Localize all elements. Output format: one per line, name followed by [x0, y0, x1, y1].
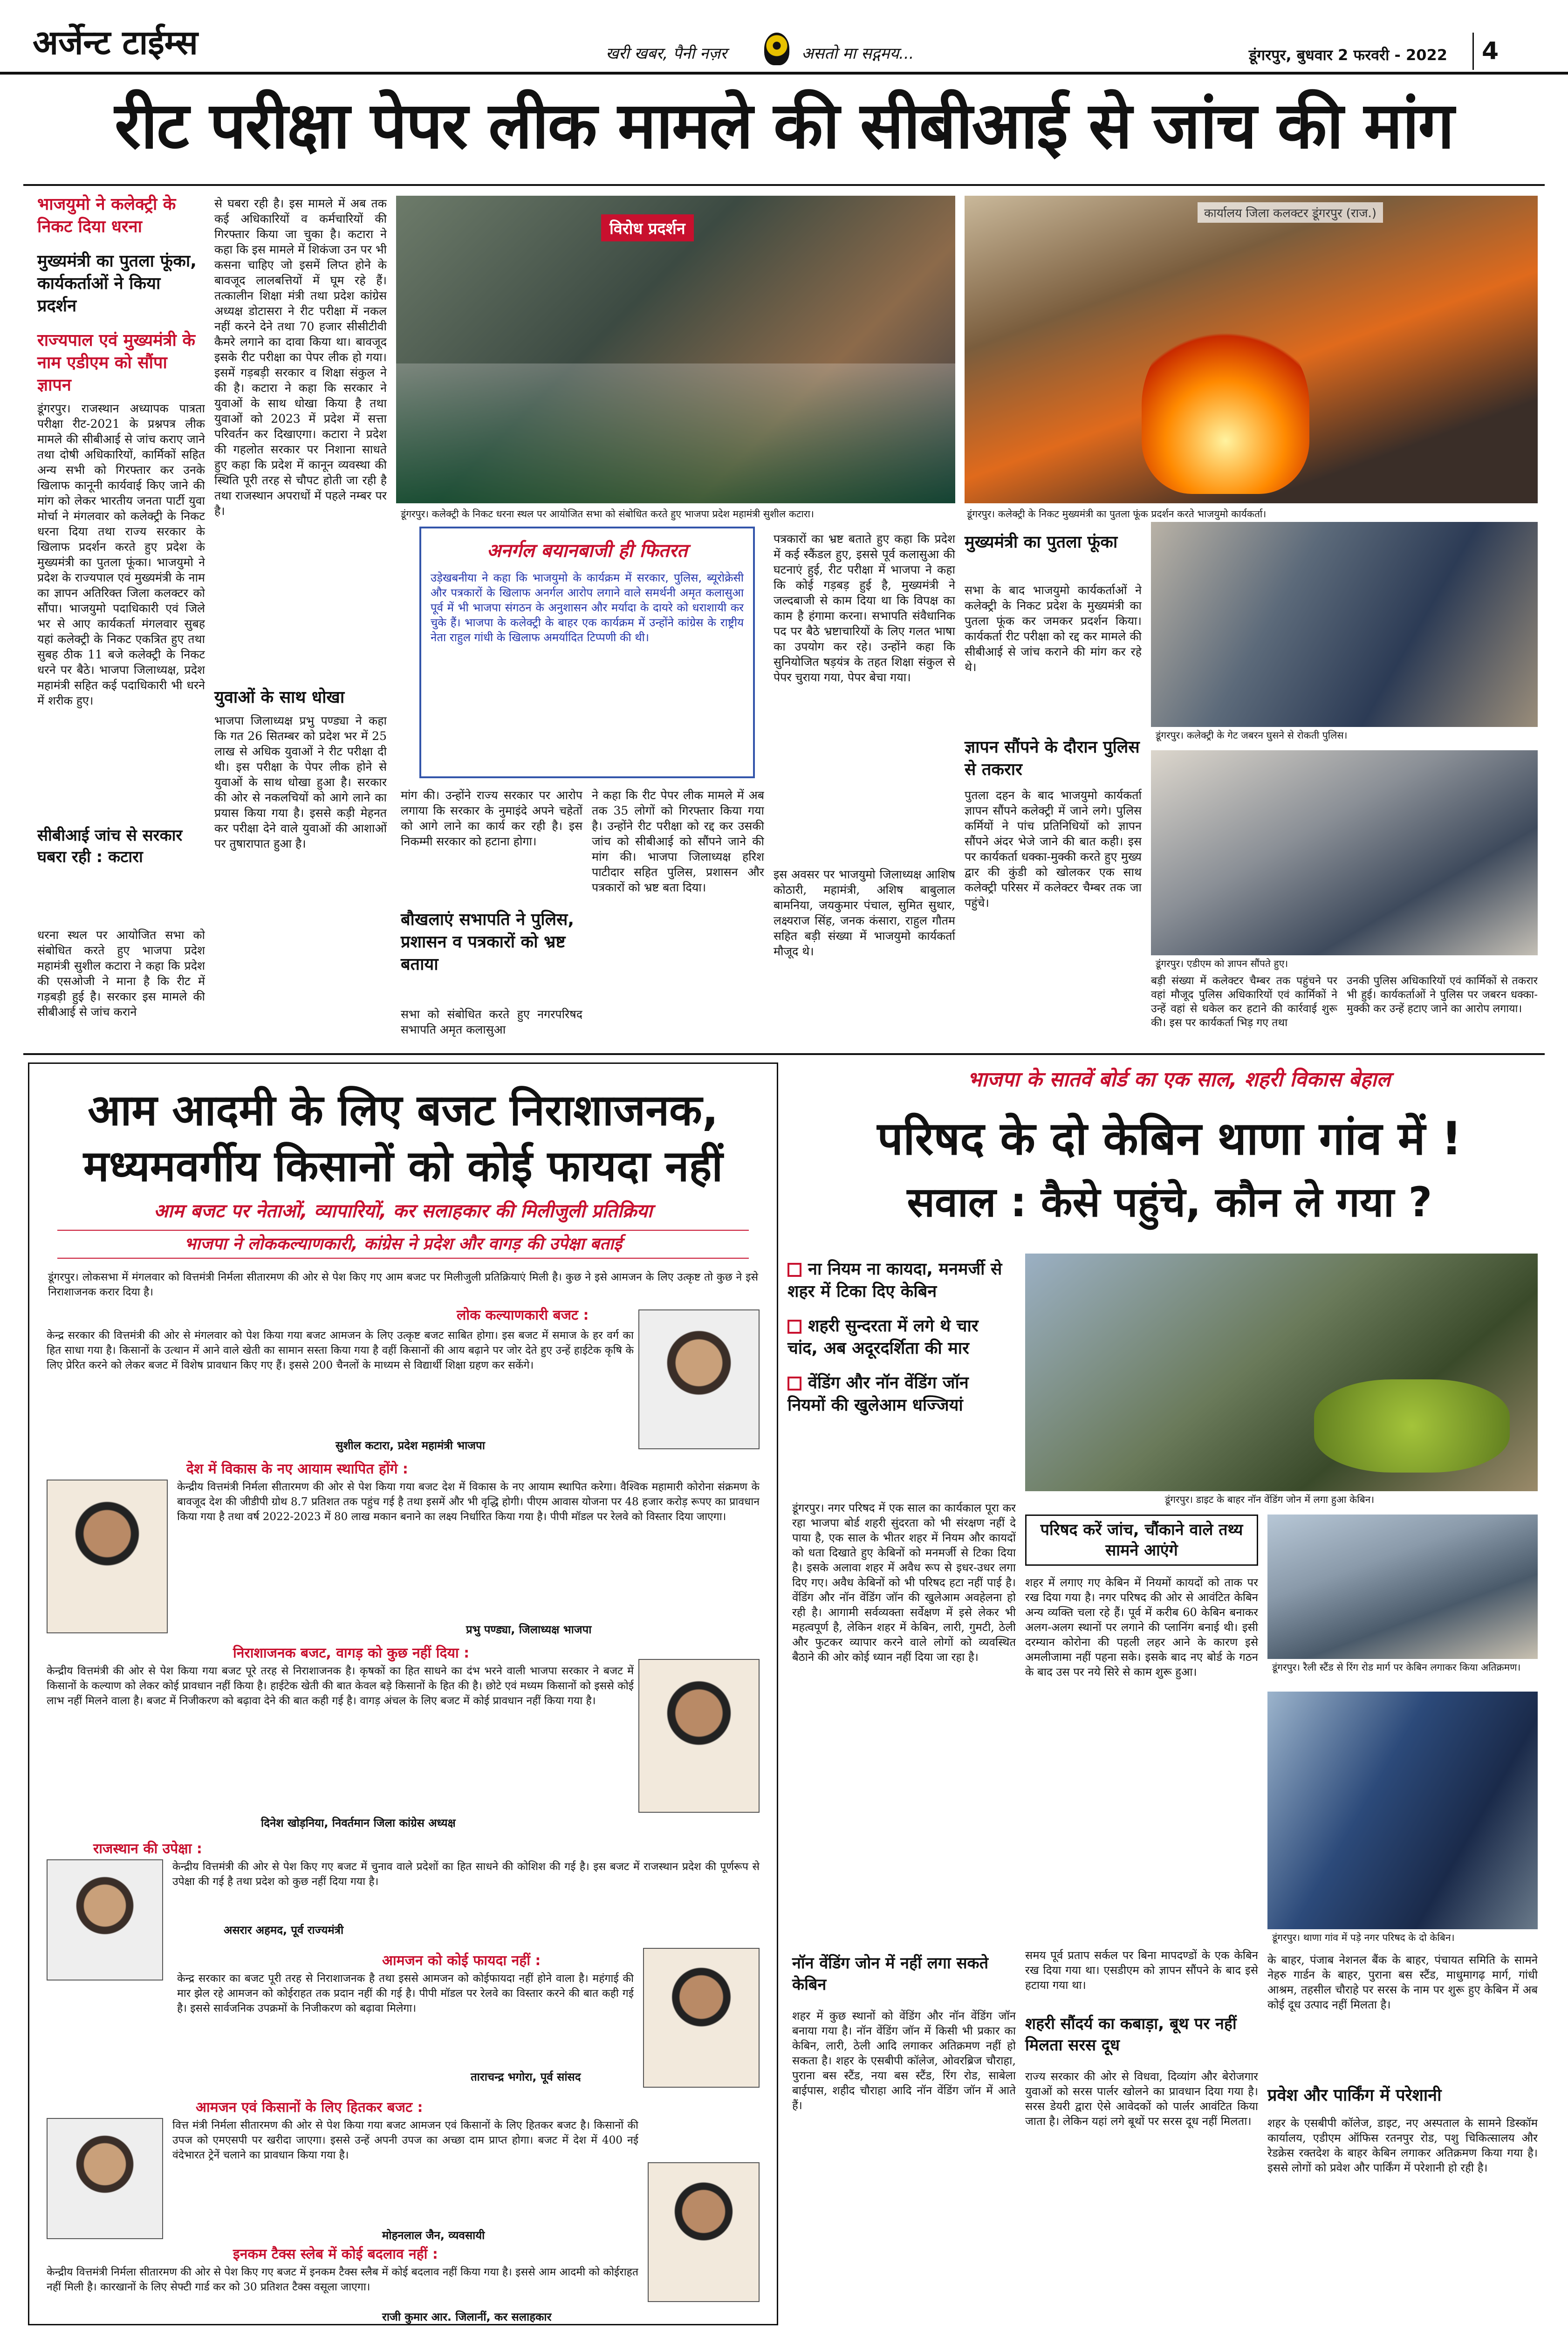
lead-col1-subhead: सीबीआई जांच से सरकार घबरा रही : कटारा: [37, 826, 183, 866]
quote3-title: निराशाजनक बजट, वागड़ को कुछ नहीं दिया :: [233, 1645, 470, 1661]
quote5-author: ताराचन्द्र भगोरा, पूर्व सांसद: [471, 2070, 581, 2083]
quote4-title: राजस्थान की उपेक्षा :: [93, 1841, 202, 1857]
quote1-text: केन्द्र सरकार की वित्तमंत्री की ओर से मंगलवार को पेश किया गया बजट आमजन के लिए उत्कृष्ट बजट साबित होगा। इस बजट में समाज के हर वर्ग का हित साधा गया है। किसानों के उत्थान में आने वाले खेती का सामान सस्ता किया गया है वहीं किसानों की आय बढ़ाने पर जोर देते हुए उन्हें हाईटेक कृषि के लिए प्रेरित करने को लेकर बजट में विशेष प्रावधान किए गए हैं। इससे 200 चैनलों के माध्यम से विद्यार्थी शिक्षा ग्रहण कर सकेंगे।: [47, 1329, 634, 1371]
photo-dharna-sabha: [396, 196, 955, 503]
right-text-memo: पुतला दहन के बाद भाजयुमो कार्यकर्ता ज्ञापन सौंपने कलेक्ट्री में जाने लगे। पुलिस कर्मियों ने पांच प्रतिनिधियों को ज्ञापन सौंपने अंदर भेजे जाने की बात कही। इस पर कार्यकर्ता धक्का-मुक्की करते हुए मुख्य द्वार की कुंडी को खोलकर एक साथ कलेक्ट्री परिसर में कलेक्टर चैम्बर तक जा पहुंचे।: [965, 788, 1142, 910]
quote1-title: लोक कल्याणकारी बजट :: [457, 1307, 589, 1323]
lead-col1: डूंगरपुर। राजस्थान अध्यापक पात्रता परीक्षा रीट-2021 के प्रश्नपत्र लीक मामले की सीबीआई से जांच कराए जाने तथा दोषी अधिकारियों, कार्मिकों सहित अन्य सभी को गिरफ्तार कर उनके खिलाफ कानूनी कार्यवाई किए जाने की मांग को लेकर भारतीय जनता पार्टी युवा मोर्चा ने मंगलवार को कलेक्ट्री के निकट धरना दिया तथा राज्य सरकार के खिलाफ प्रदर्शन करते हुए प्रदेश के मुख्यमंत्री का पुतला फूंका। भाजयुमो ने प्रदेश के राज्यपाल एवं मुख्यमंत्री के नाम का ज्ञापन अतिरिक्त जिला कलक्टर को सौंपा। भाजयुमो पदाधिकारी एवं जिले भर से आए कार्यकर्ता मंगलवार सुबह यहां कलेक्ट्री के निकट एकत्रित हुए तथा सुबह ठीक 11 बजे कलेक्ट्री के निकट धरने पर बैठे। भाजपा जिलाध्यक्ष, प्रदेश महामंत्री सहित कई पदाधिकारी भी धरने में शरीक हुए।: [37, 402, 205, 707]
lead-headline: रीट परीक्षा पेपर लीक मामले की सीबीआई से जांच की मांग: [114, 88, 1454, 163]
portrait-sushil-katara: [638, 1309, 760, 1449]
bottom-right-text2: उनकी पुलिस अधिकारियों एवं कार्मिकों से तकरार भी हुई। कार्यकर्ताओं ने पुलिस पर जबरन धक्का-मुक्की कर उन्हें हटाए जाने का आरोप लगाया।: [1347, 975, 1538, 1015]
quote7-title: इनकम टैक्स स्लेब में कोई बदलाव नहीं :: [233, 2246, 438, 2262]
cabin-headline1: परिषद के दो केबिन थाणा गांव में !: [877, 1112, 1462, 1165]
photo-ring-road-cabin: [1267, 1514, 1538, 1659]
cabin-photo2-caption: डूंगरपुर। रैली स्टैंड से रिंग रोड मार्ग पर केबिन लगाकर किया अतिक्रमण।: [1272, 1662, 1521, 1673]
newspaper-title: अर्जेन्ट टाईम्स: [33, 23, 198, 62]
kicker-effigy: मुख्यमंत्री का पुतला फूंका, कार्यकर्ताओं ने किया प्रदर्शन: [37, 252, 197, 315]
quote2-author: प्रभु पण्ड्या, जिलाध्यक्ष भाजपा: [466, 1623, 592, 1636]
lead-col2-tail: भाजपा जिलाध्यक्ष प्रभु पण्ड्या ने कहा कि गत 26 सितम्बर को प्रदेश भर में 25 लाख से अधिक युवाओं ने रीट परीक्षा दी थी। इस परीक्षा के पेपर लीक होने से युवाओं के साथ धोखा हुआ है। सरकार की ओर से नकलचियों को आगे लाने का प्रयास किया गया है। इससे कड़ी मेहनत कर परीक्षा देने वाले युवाओं की आशाओं पर तुषारापात हुआ है।: [214, 714, 387, 850]
budget-deck1: आम बजट पर नेताओं, व्यापारियों, कर सलाहकार की मिलीजुली प्रतिक्रिया: [154, 1200, 652, 1222]
quote6-author: मोहनलाल जैन, व्यवसायी: [382, 2229, 485, 2242]
portrait-dinesh-khodaniya: [638, 1659, 760, 1813]
bullet-vending: वेंडिंग और नॉन वेंडिंग जॉन नियमों की खुलेआम धज्जियां: [787, 1373, 969, 1415]
quote5-title: आमजन को कोई फायदा नहीं :: [382, 1953, 541, 1969]
masthead-divider: [1472, 33, 1474, 70]
budget-headline2: मध्यमवर्गीय किसानों को कोई फायदा नहीं: [83, 1141, 723, 1191]
cabin-col3-tail: शहर के एसबीपी कॉलेज, डाइट, नए अस्पताल के सामने डिस्कॉम कार्यालय, एडीएम ऑफिस रतनपुर रोड, पशु चिकित्सालय और रेडक्रेस रक्तदेश के बाहर केबिन लगाकर अतिक्रमण किया गया है। इससे लोगों को प्रवेश और पार्किंग में परेशानी हो रही है।: [1267, 2117, 1538, 2174]
headline-rule: [23, 184, 1545, 186]
cabin-col1-tail: शहर में कुछ स्थानों को वेंडिंग और नॉन वेंडिंग जॉन बनाया गया है। नॉन वेंडिंग जॉन में किसी भी प्रकार का केबिन, लारी, ठेली आदि लगाकर अतिक्रमण नहीं हो सकता है। शहर के एसबीपी कॉलेज, ओवरब्रिज चौराहा, पुराना बस स्टैंड, नया बस स्टैंड, रिंग रोड, साबेला बाईपास, शहीद चौराहा आदि नॉन वेंडिंग जॉन में आते हैं।: [792, 2009, 1016, 2112]
pen-nib-icon: [764, 33, 789, 65]
cabin-col3: समय पूर्व प्रताप सर्कल पर बिना मापदण्डों के एक केबिन रख दिया गया था। एसडीएम को ज्ञापन सौंपने के बाद इसे हटाया गया था।: [1025, 1949, 1258, 1992]
portrait-mohanlal-jain: [47, 2118, 163, 2239]
box-anargal: [419, 527, 755, 778]
cabin-photo1-caption: डूंगरपुर। डाइट के बाहर नॉन वेंडिंग जोन में लगा हुआ केबिन।: [1165, 1494, 1375, 1505]
cabin-col2: शहर में लगाए गए केबिन में नियमों कायदों को ताक पर रख दिया गया है। नगर परिषद की ओर से आवंटित केबिन अन्य व्यक्ति चला रहे हैं। पूर्व में करीब 60 केबिन बनाकर अलग-अलग स्थानों पर लगाने की प्लानिंग बनाई थी। इसी दरम्यान कोरोना की पहली लहर आने के कारण इसे अमलीजामा नहीं पहना सके। इसके बाद नए बोर्ड के गठन के बाद उस पर नये सिरे से काम शुरू हुआ।: [1025, 1576, 1258, 1679]
cabin-box: [1025, 1514, 1258, 1566]
masthead: [0, 0, 1568, 75]
photo2-caption: डूंगरपुर। कलेक्ट्री के निकट मुख्यमंत्री का पुतला फूंक प्रदर्शन करते भाजयुमो कार्यकर्ता।: [967, 508, 1267, 520]
portrait-tarachand-bhagora: [643, 1948, 760, 2088]
cabin-col1-subhead: नॉन वेंडिंग जोन में नहीं लगा सकते केबिन: [792, 1954, 989, 1994]
quote7-author: राजी कुमार आर. जिलानीं, कर सलाहकार: [382, 2310, 552, 2323]
right-subhead-effigy: मुख्यमंत्री का पुतला फूंका: [965, 533, 1118, 552]
lead-col3-subhead: बौखलाएं सभापति ने पुलिस, प्रशासन व पत्रकारों को भ्रष्ट बताया: [401, 910, 574, 974]
banner-virodh: विरोध प्रदर्शन: [601, 214, 694, 241]
portrait-raji-kumar: [648, 2162, 760, 2302]
banner-collectorate: कार्यालय जिला कलक्टर डूंगरपुर (राज.): [1198, 202, 1383, 223]
cabin-col2-tail: राज्य सरकार की ओर से विधवा, दिव्यांग और बेरोजगार युवाओं को सरस पार्लर खोलने का प्रावधान दिया गया है। सरस डेयरी द्वारा ऐसे आवेदकों को पार्लर आवंटित किया जाता है। लेकिन यहां लगे बूथों पर सरस दूध नहीं मिलता।: [1025, 2070, 1258, 2128]
quote2-title: देश में विकास के नए आयाम स्थापित होंगे :: [186, 1461, 408, 1477]
cabin-col3b: के बाहर, पंजाब नेशनल बैंक के बाहर, पंचायत समिति के सामने नेहरु गार्डन के बाहर, पुराना बस स्टैंड, माधुमागढ़ मार्ग, गांधी आश्रम, तहसील चौराहे पर सरस के नाम पर शुरू हुए केबिन में अब कोई दूध उत्पाद नहीं मिलता है।: [1267, 1953, 1538, 2011]
cabin-col1: डूंगरपुर। नगर परिषद में एक साल का कार्यकाल पूरा कर रहा भाजपा बोर्ड शहरी सुंदरता को भी संरक्षण नहीं दे पाया है, एक साल के भीतर शहर में नियम और कायदों को धता दिखाते हुए केबिनों को मनमर्जी से टिका दिया है। इसके अलावा शहर में अवैध रूप से इधर-उधर लगा दिए गए। अवैध केबिनों को भी परिषद हटा नहीं पाई है। वेंडिंग और नॉन वेंडिंग जॉन की खुलेआम अवहेलना हो रही है। आगामी सर्वव्यक्ता सर्वेक्षण में इसे लेकर भी महत्वपूर्ण है, लेकिन शहर में केबिन, लारी, गुमटी, ठेली और फुटकर व्यापार करने वाले लोगों को व्यवस्थित बैठाने की ओर कोई ध्यान नहीं दिया जा रहा है।: [792, 1501, 1016, 1664]
quote2-text: केन्द्रीय वित्तमंत्री निर्मला सीतारमण की ओर से पेश किया गया बजट देश में विकास के नए आयाम स्थापित करेगा। वैश्विक महामारी कोरोना संक्रमण के बावजूद देश की जीडीपी ग्रोथ 8.7 प्रतिशत तक पहुंच गई है तथा इसमें और भी वृद्धि होगी। पीएम आवास योजना पर 48 हजार करोड़ रूपए का प्रावधान किया गया है तथा वर्ष 2022-2023 में 80 लाख मकान बनाने का लक्ष्य निर्धारित किया गया है। पीपी मॉडल पर रेलवे को विस्तार दिया जाएगा।: [177, 1481, 760, 1523]
budget-intro: डूंगरपुर। लोकसभा में मंगलवार को वित्तमंत्री निर्मला सीतारमण की ओर से पेश किए गए आम बजट पर मिलीजुली प्रतिक्रियाएं मिली है। कुछ ने इसे आमजन के लिए उत्कृष्ट तो कुछ ने इसे निराशाजनक करार दिया है।: [48, 1271, 758, 1298]
section-divider: [23, 1053, 1545, 1055]
coconut-pile: [1314, 1379, 1510, 1473]
quote7-text: केन्द्रीय वित्तमंत्री निर्मला सीतारमण की ओर से पेश किए गए बजट में इनकम टैक्स स्लैब में कोई बदलाव नहीं किया गया है। इससे आम आदमी को कोईराहत नहीं मिली है। कारखानों के लिए सेफ्टी गार्ड कर को 30 प्रतिशत टैक्स वसूला जाएगा।: [47, 2266, 638, 2293]
budget-headline1: आम आदमी के लिए बजट निराशाजनक,: [88, 1085, 719, 1135]
kicker-dharna: भाजयुमो ने कलेक्ट्री के निकट दिया धरना: [37, 195, 176, 236]
lead-col2: से घबरा रही है। इस मामले में अब तक कई अधिकारियों व कर्मचारियों की गिरफ्तार किया जा चुका है। कटारा ने कहा कि इस मामले में शिकंजा उन पर भी कसना चाहिए जो इसमें लिप्त होने के बावजूद लालबत्तियों में घूम रहे हैं। तत्कालीन शिक्षा मंत्री तथा प्रदेश कांग्रेस अध्यक्ष डोटासरा ने रीट परीक्षा में नकल नहीं करने देने तथा 70 हजार सीसीटीवी कैमरे लगाने का दावा किया था। बावजूद इसके रीट परीक्षा का पेपर लीक हो गया। इसमें गड़बड़ी सरकार व शिक्षा संकुल ने की है। कटारा ने कहा कि सरकार ने युवाओं के साथ धोखा किया है तथा युवाओं को 2023 में प्रदेश में सत्ता परिवर्तन कर दिखाएगा। कटारा ने प्रदेश की गहलोत सरकार पर निशाना साधते हुए कहा कि प्रदेश में कानून व्यवस्था की स्थिति पूरी तरह से चौपट होती जा रही है तथा राजस्थान अपराधों में पहले नम्बर पर है।: [214, 197, 387, 518]
quote3-text: केन्द्रीय वित्तमंत्री की ओर से पेश किया गया बजट पूरे तरह से निराशाजनक है। कृषकों का हित साधने का दंभ भरने वाली भाजपा सरकार ने बजट में किसानों के कल्याण को लेकर कोई प्रावधान नहीं किया है। हाईटेक खेती की बात केवल बड़े किसानों के हित की है। छोटे एवं मध्यम किसानों को इससे कोई लाभ नहीं मिलने वाला है। बजट में निजीकरण को बढ़ावा देने की बात कही गई है। वागड़ अंचल के लिए बजट में कोई प्रावधान नहीं किया गया है।: [47, 1665, 634, 1707]
box-anargal-title: अनर्गल बयानबाजी ही फितरत: [486, 540, 688, 562]
quote6-text: वित्त मंत्री निर्मला सीतारमण की ओर से पेश किया गया बजट आमजन एवं किसानों के लिए हितकर बजट है। किसानों की उपज को एमएसपी पर खरीदा जाएगा। इससे उन्हें अपनी उपज का अच्छा दाम प्राप्त होगा। बजट में देश में 400 नई वंदेभारत ट्रेनें चलाने का प्रावधान किया गया है।: [172, 2119, 638, 2161]
crowd-shape: [396, 363, 955, 503]
photo4-caption: डूंगरपुर। एडीएम को ज्ञापन सौंपते हुए।: [1156, 958, 1288, 969]
budget-deck2: भाजपा ने लोककल्याणकारी, कांग्रेस ने प्रदेश और वागड़ की उपेक्षा बताई: [57, 1230, 749, 1259]
lead-col4: ने कहा कि रीट पेपर लीक मामले में अब तक 35 लोगों को गिरफ्तार किया गया है। उन्होंने रीट परीक्षा को रद्द कर उसकी जांच को सीबीआई को सौंपने जाने की मांग की। भाजपा जिलाध्यक्ष हरिश पाटीदार सहित पुलिस, प्रशासन और पत्रकारों को भ्रष्ट बता दिया।: [592, 788, 764, 894]
bottom-right-text1: बड़ी संख्या में कलेक्टर चैम्बर तक पहुंचने पर वहां मौजूद पुलिस अधिकारियों एवं कार्मिकों ने उन्हें वहां से धकेल कर हटाने की कार्रवाई शुरू की। इस पर कार्यकर्ता भिड़ गए तथा: [1151, 975, 1337, 1029]
cabin-headline2: सवाल : कैसे पहुंचे, कौन ले गया ?: [907, 1178, 1432, 1226]
page-number: 4: [1482, 37, 1499, 65]
lead-kickers: [37, 193, 205, 397]
tagline-left: खरी खबर, पैनी नज़र: [606, 44, 727, 63]
lead-col3-tail: सभा को संबोधित करते हुए नगरपरिषद सभापति अमृत कलासुआ: [401, 1007, 582, 1036]
cabin-box-text: परिषद करें जांच, चौंकाने वाले तथ्य सामने आएंगे: [1040, 1521, 1243, 1560]
cabin-bullets: [787, 1258, 1011, 1417]
quote6-title: आमजन एवं किसानों के लिए हितकर बजट :: [196, 2099, 423, 2116]
cabin-photo3-caption: डूंगरपुर। थाणा गांव में पड़े नगर परिषद के दो केबिन।: [1272, 1932, 1455, 1943]
cabin-col3-subhead: प्रवेश और पार्किंग में परेशानी: [1267, 2086, 1442, 2105]
lead-col5-names: इस अवसर पर भाजयुमो जिलाध्यक्ष आशिष कोठारी, महामंत्री, अशिष बाबुलाल बामनिया, जयकुमार पंचाल, सुमित सुथार, लक्ष्यराज सिंह, जनक कंसारा, राहुल गौतम सहित बड़ी संख्या में भाजयुमो कार्यकर्ता मौजूद थे।: [774, 868, 955, 958]
lead-col1-tail: धरना स्थल पर आयोजित सभा को संबोधित करते हुए भाजपा प्रदेश महामंत्री सुशील कटारा ने कहा कि प्रदेश की एसओजी ने माना है कि रीट में गड़बड़ी हुई है। सरकार इस मामले की सीबीआई से जांच कराने: [37, 928, 205, 1019]
cabin-col2-subhead: शहरी सौंदर्य का कबाड़ा, बूथ पर नहीं मिलता सरस दूध: [1025, 2015, 1237, 2055]
kicker-memo: राज्यपाल एवं मुख्यमंत्री के नाम एडीएम को सौंपा ज्ञापन: [37, 331, 196, 395]
portrait-asrar-ahmad: [47, 1859, 163, 1980]
checkbox-icon: [787, 1377, 801, 1391]
box-anargal-text: उड़ेखबनीया ने कहा कि भाजयुमो के कार्यक्रम में सरकार, पुलिस, ब्यूरोक्रेसी और पत्रकारों के खिलाफ अनर्गल आरोप लगाने वाले समर्थनी अमृत कलासुआ पूर्व में भी भाजपा संगठन के अनुशासन और मर्यादा के दायरे को धराशायी कर चुके हैं। भाजपा के कलेक्ट्री के बाहर एक कार्यक्रम में उन्होंने कांग्रेस के राष्ट्रीय नेता राहुल गांधी के खिलाफ अमर्यादित टिप्पणी की थी।: [431, 571, 744, 644]
bullet-no-rules: ना नियम ना कायदा, मनमर्जी से शहर में टिका दिए केबिन: [787, 1260, 1002, 1301]
photo-diet-cabin: [1025, 1254, 1538, 1491]
photo1-caption: डूंगरपुर। कलेक्ट्री के निकट धरना स्थल पर आयोजित सभा को संबोधित करते हुए भाजपा प्रदेश महामंत्री सुशील कटारा।: [401, 508, 814, 520]
dateline: डूंगरपुर, बुधवार 2 फरवरी - 2022: [1249, 46, 1448, 64]
quote5-text: केन्द्र सरकार का बजट पूरी तरह से निराशाजनक है तथा इससे आमजन को कोईफायदा नहीं होने वाला है। महंगाई की मार झेल रहे आमजन को कोईराहत तक प्रदान नहीं की गई है। पीपी मॉडल पर रेलवे का विस्तार करने की बात कही गई है। इससे सार्वजनिक उपक्रमों के निजीकरण को बढ़ावा मिलेगा।: [177, 1973, 634, 2015]
right-text-effigy: सभा के बाद भाजयुमो कार्यकर्ताओं ने कलेक्ट्री के निकट प्रदेश के मुख्यमंत्री का पुतला फूंक कर जमकर प्रदर्शन किया। कार्यकर्ता रीट परीक्षा को रद्द कर मामले की सीबीआई से जांच कराने की मांग कर रहे थे।: [965, 583, 1142, 674]
bullet-beauty: शहरी सुन्दरता में लगे थे चार चांद, अब अदूरदर्शिता की मार: [787, 1316, 979, 1358]
checkbox-icon: [787, 1263, 801, 1277]
photo-effigy-burning: [965, 196, 1538, 503]
photo-adm-memo: [1151, 750, 1538, 955]
photo-thana-cabins: [1267, 1692, 1538, 1929]
fire-shape: [1142, 317, 1309, 494]
quote4-author: असरार अहमद, पूर्व राज्यमंत्री: [224, 1924, 344, 1937]
lead-col3: मांग की। उन्होंने राज्य सरकार पर आरोप लगाया कि सरकार के नुमाइंदे अपने चहेतों को आगे लाने का कार्य कर रही है। इस निकम्मी सरकार को हटाना होगा।: [401, 788, 582, 848]
right-subhead-memo: ज्ञापन सौंपने के दौरान पुलिस से तकरार: [965, 738, 1140, 779]
photo3-caption: डूंगरपुर। कलेक्ट्री के गेट जबरन घुसने से रोकती पुलिस।: [1156, 730, 1348, 741]
quote4-text: केन्द्रीय वित्तमंत्री की ओर से पेश किए गए बजट में चुनाव वाले प्रदेशों का हित साधने की कोशिश की गई है। इस बजट में राजस्थान प्रदेश की पूर्णरूप से उपेक्षा की गई है तथा प्रदेश को कुछ नहीं दिया गया है।: [172, 1861, 760, 1888]
lead-col2-subhead: युवाओं के साथ धोखा: [214, 688, 345, 707]
portrait-prabhu-pandya: [47, 1480, 168, 1633]
lead-col5: पत्रकारों का भ्रष्ट बताते हुए कहा कि प्रदेश में कई स्कैंडल हुए, इससे पूर्व कलासुआ की घटनाएं हुई, रीट परीक्षा में भाजपा ने कहा कि कोई गड़बड़ हुई है, मुख्यमंत्री ने जल्दबाजी से काम दिया था कि विपक्ष का काम है हंगामा करना। सभापति संवैधानिक पद पर बैठे भ्रष्टाचारियों के लिए गलत भाषा का उपयोग कर रहे। उन्होंने कहा कि सुनियोजित षड़यंत्र के तहत शिक्षा संकुल से पेपर चुराया गया, पेपर बेचा गया।: [774, 532, 955, 684]
quote3-author: दिनेश खोड़निया, निवर्तमान जिला कांग्रेस अध्यक्ष: [261, 1816, 456, 1830]
checkbox-icon: [787, 1320, 801, 1334]
quote1-author: सुशील कटारा, प्रदेश महामंत्री भाजपा: [336, 1439, 485, 1452]
cabin-kicker: भाजपा के सातवें बोर्ड का एक साल, शहरी विकास बेहाल: [967, 1068, 1390, 1091]
tagline-right: असतो मा सद्गमय...: [801, 44, 914, 63]
photo-police-gate: [1151, 522, 1538, 727]
